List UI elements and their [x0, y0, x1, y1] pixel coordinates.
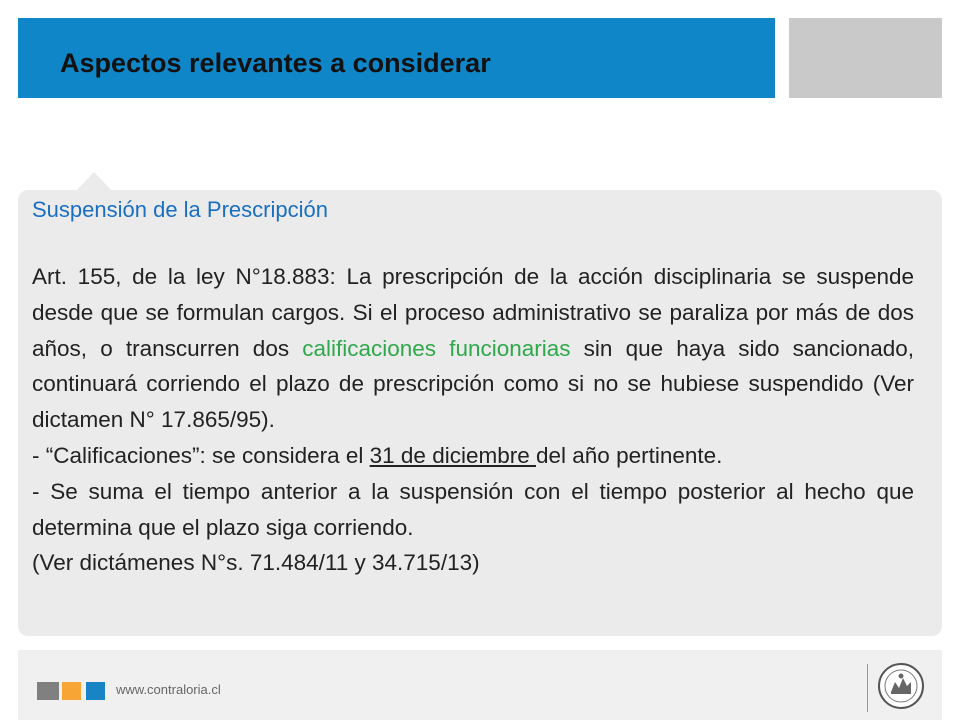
page-title: Aspectos relevantes a considerar [60, 48, 491, 78]
paragraph-ver-dictamenes: (Ver dictámenes N°s. 71.484/11 y 34.715/13) [32, 550, 480, 576]
footer-gray-square [37, 682, 59, 700]
paragraph-art-155 [32, 259, 914, 438]
contraloria-seal-icon [877, 662, 925, 710]
paragraph-suma-tiempo: - Se suma el tiempo anterior a la suspensión con el tiempo posterior al hecho que determina que el plazo siga corriendo. [32, 478, 914, 540]
underlined-date: 31 de diciembre [369, 442, 536, 468]
callout-pointer [76, 172, 112, 191]
highlight-calificaciones: calificaciones funcionarias [302, 335, 571, 361]
paragraph-calificaciones [32, 438, 914, 474]
paragraph-text: sin que haya sido sancionado, continuará corriendo el plazo de prescripción como si no se hubiese suspendido (Ver dictamen N° 17.865/95). [32, 335, 914, 433]
footer-url: www.contraloria.cl [116, 682, 221, 697]
body-text [32, 259, 914, 581]
footer-divider [867, 664, 868, 712]
header-side-block [789, 18, 942, 98]
footer-blue-square [86, 682, 105, 700]
footer-orange-square [62, 682, 81, 700]
paragraph-text: Art. 155, de la ley N°18.883: La prescripción de la acción disciplinaria se suspende desde que se formulan cargos. Si el proceso administrativo se paraliza por más de dos años, o transcurren dos [32, 264, 914, 361]
paragraph-text: del año pertinente. [536, 442, 723, 468]
section-title: Suspensión de la Prescripción [32, 197, 328, 222]
paragraph-text: - “Calificaciones”: se considera el [32, 442, 370, 468]
